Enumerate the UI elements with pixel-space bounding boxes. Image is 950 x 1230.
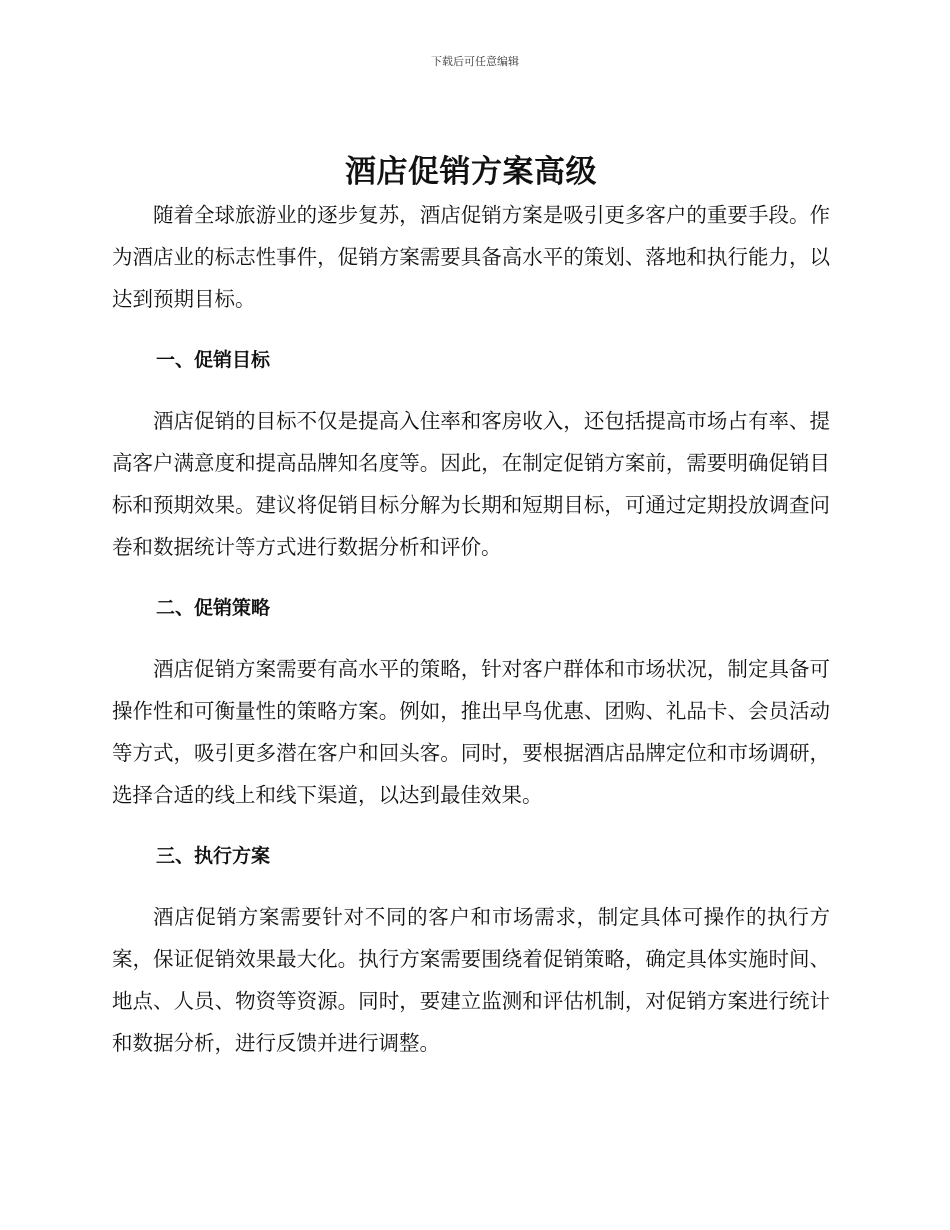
section-body-goals: 酒店促销的目标不仅是提高入住率和客房收入，还包括提高市场占有率、提高客户满意度和提高品牌知名度等。因此，在制定促销方案前，需要明确促销目标和预期效果。建议将促销目标分解为长期和短期目标，可通过定期投放调查问卷和数据统计等方式进行数据分析和评价。 — [112, 409, 830, 559]
intro-paragraph: 随着全球旅游业的逐步复苏，酒店促销方案是吸引更多客户的重要手段。作为酒店业的标志性事件，促销方案需要具备高水平的策划、落地和执行能力，以达到预期目标。 — [112, 203, 830, 311]
section-heading-goals: 一、促销目标 — [156, 349, 271, 371]
spacer — [112, 816, 830, 842]
spacer — [112, 622, 830, 648]
section-body-execution: 酒店促销方案需要针对不同的客户和市场需求，制定具体可操作的执行方案，保证促销效果最大化。执行方案需要围绕着促销策略，确定具体实施时间、地点、人员、物资等资源。同时，要建立监测和评估机制，对促销方案进行统计和数据分析，进行反馈并进行调整。 — [112, 905, 830, 1055]
header-note: 下载后可任意编辑 — [431, 55, 519, 68]
section-heading-execution: 三、执行方案 — [156, 845, 271, 867]
spacer — [112, 320, 830, 346]
spacer — [112, 374, 830, 400]
document-body — [112, 150, 830, 1064]
section-body-strategy: 酒店促销方案需要有高水平的策略，针对客户群体和市场状况，制定具备可操作性和可衡量性的策略方案。例如，推出早鸟优惠、团购、礼品卡、会员活动等方式，吸引更多潜在客户和回头客。同时，要根据酒店品牌定位和市场调研，选择合适的线上和线下渠道，以达到最佳效果。 — [112, 657, 830, 807]
spacer — [112, 568, 830, 594]
section-heading-strategy: 二、促销策略 — [156, 597, 271, 619]
document-title: 酒店促销方案高级 — [345, 154, 597, 190]
spacer — [112, 870, 830, 896]
